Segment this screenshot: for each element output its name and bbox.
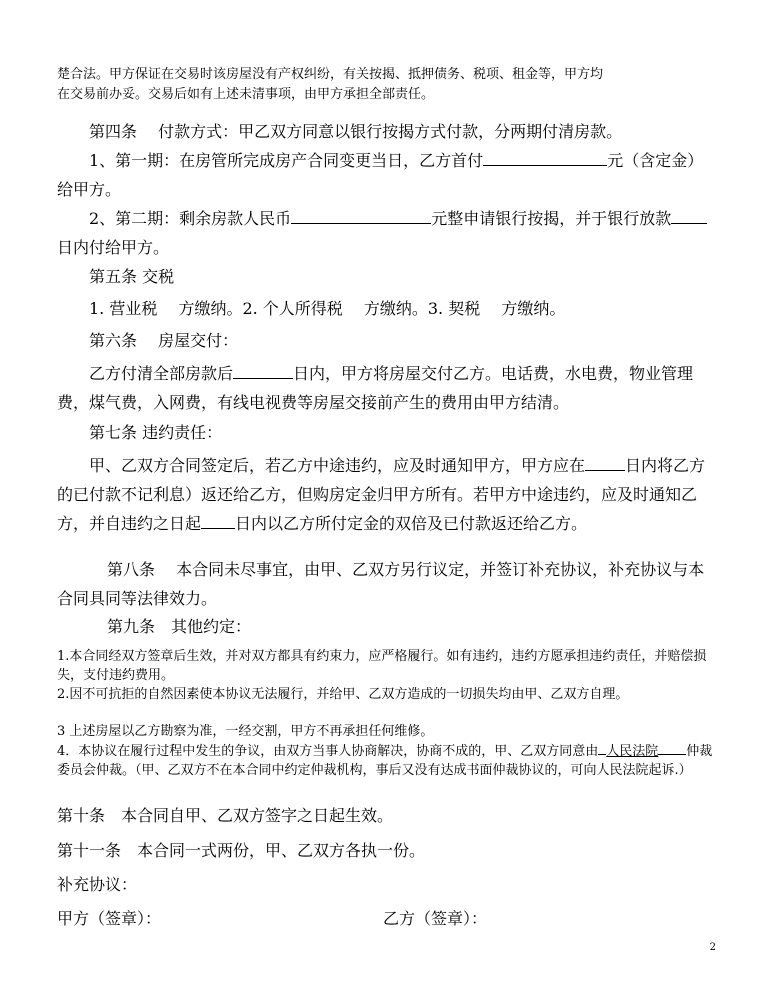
article-4-item-1-text-a: 1、第一期：在房管所完成房产合同变更当日，乙方首付 bbox=[89, 151, 484, 170]
article-7-text-c: 日内以乙方所付定金的双倍及已付款返还给乙方。 bbox=[235, 514, 588, 533]
article-5-title: 第五条 交税 bbox=[89, 267, 175, 286]
party-b-signature: 乙方（签章）： bbox=[383, 909, 488, 928]
article-7-text bbox=[57, 451, 717, 538]
article-6-text-a: 乙方付清全部房款后 bbox=[89, 364, 234, 383]
article-9-item-2: 2.因不可抗拒的自然因素使本协议无法履行，并给甲、乙双方造成的一切损失均由甲、乙双方自理。 bbox=[57, 687, 629, 702]
article-9-title: 第九条 其他约定： bbox=[107, 617, 252, 636]
page-number: 2 bbox=[709, 942, 716, 953]
article-9-item-4-text-a: 4．本协议在履行过程中发生的争议，由双方当事人协商解决，协商不成的，甲、乙双方同意由 bbox=[57, 744, 599, 759]
loan-days-blank bbox=[671, 207, 707, 224]
article-4-item-2-text-b: 元整申请银行按揭，并于银行放款 bbox=[431, 209, 672, 228]
article-9-item-4 bbox=[57, 741, 717, 780]
intro-line-1: 楚合法。甲方保证在交易时该房屋没有产权纠纷，有关按揭、抵押债务、税项、租金等，甲方均 bbox=[57, 67, 604, 82]
intro-line-2: 在交易前办妥。交易后如有上述未清事项，由甲方承担全部责任。 bbox=[57, 87, 435, 102]
article-4-item-2-text-c: 日内付给甲方。 bbox=[57, 238, 170, 257]
article-9-item-1: 1.本合同经双方签章后生效，并对双方都具有约束力，应严格履行。如有违约，违约方愿承担违约责任，并赔偿损失，支付违约费用。 bbox=[57, 649, 707, 683]
delivery-days-blank bbox=[233, 362, 293, 379]
article-5-text: 1. 营业税 方缴纳。2. 个人所得税 方缴纳。3. 契税 方缴纳。 bbox=[89, 299, 566, 318]
article-4-item-2 bbox=[57, 204, 717, 262]
refund-days-blank bbox=[585, 454, 625, 471]
article-7-text-a: 甲、乙双方合同签定后，若乙方中途违约，应及时通知甲方，甲方应在 bbox=[89, 456, 586, 475]
remaining-payment-blank bbox=[291, 207, 431, 224]
article-9-item-3: 3 上述房屋以乙方勘察为准，一经交割，甲方不再承担任何维修。 bbox=[57, 724, 434, 739]
article-8-text: 第八条 本合同未尽事宜，由甲、乙双方另行议定，并签订补充协议，补充协议与本合同具同等法律效力。 bbox=[57, 560, 705, 608]
supplement-label: 补充协议： bbox=[57, 875, 138, 894]
article-4-item-2-text-a: 2、第二期：剩余房款人民币 bbox=[89, 209, 292, 228]
article-4-item-1-text-b: 元（含定金）给甲方。 bbox=[57, 151, 704, 199]
article-4-title: 第四条 付款方式：甲乙双方同意以银行按揭方式付款，分两期付清房款。 bbox=[89, 122, 623, 141]
party-a-signature: 甲方（签章）： bbox=[57, 909, 162, 928]
court-name: 人民法院 bbox=[606, 744, 659, 759]
article-4-item-1 bbox=[57, 146, 717, 204]
court-blank-trail bbox=[658, 741, 686, 755]
article-7-title: 第七条 违约责任： bbox=[89, 423, 223, 442]
article-10-text: 第十条 本合同自甲、乙双方签字之日起生效。 bbox=[57, 806, 394, 825]
article-11-text: 第十一条 本合同一式两份，甲、乙双方各执一份。 bbox=[57, 841, 426, 860]
article-9-item-4-text-b: 仲裁委员会仲裁。（甲、乙双方不在本合同中约定仲裁机构，事后又没有达成书面仲裁协议的，可向人民法院起诉.） bbox=[57, 744, 713, 778]
article-6-text bbox=[57, 359, 717, 417]
article-6-text-b: 日内，甲方将房屋交付乙方。电话费，水电费，物业管理费，煤气费，入网费，有线电视费等房屋交接前产生的费用由甲方结清。 bbox=[57, 364, 694, 412]
article-7-text-b: 日内将乙方的已付款不记利息）返还给乙方，但购房定金归甲方所有。若甲方中途违约，应及时通知乙方，并自违约之日起 bbox=[57, 456, 706, 533]
article-6-title: 第六条 房屋交付： bbox=[89, 331, 239, 350]
first-payment-blank bbox=[483, 149, 607, 166]
penalty-days-blank bbox=[201, 512, 235, 529]
